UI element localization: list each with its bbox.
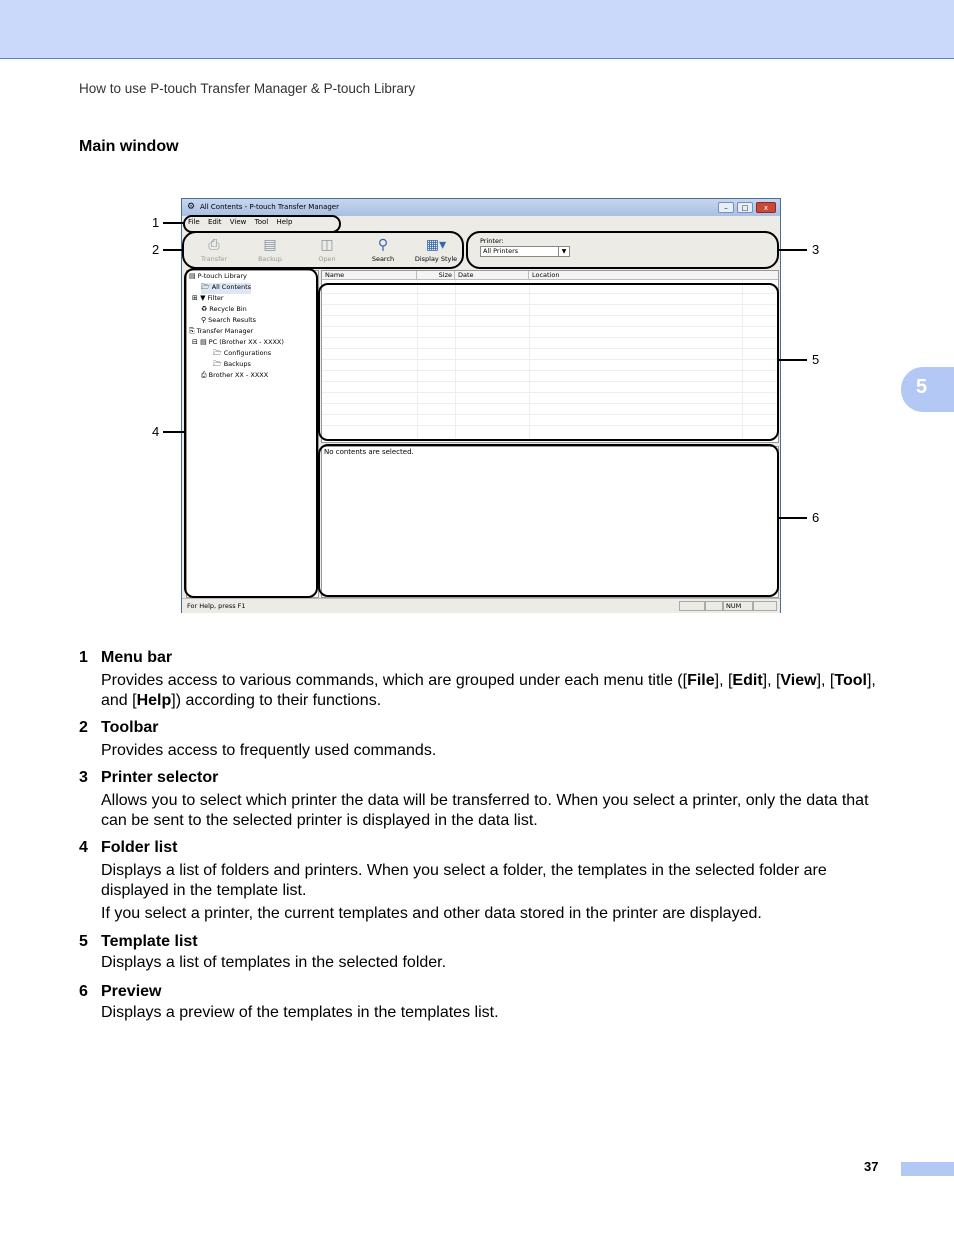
callout-template-list xyxy=(318,283,779,441)
tree-item-search-results[interactable]: ⚲ Search Results xyxy=(201,316,257,324)
callout-number-6: 6 xyxy=(812,510,820,525)
maximize-button[interactable]: □ xyxy=(737,202,753,213)
printer-icon: ⎙ xyxy=(201,371,207,379)
transfer-icon: ⎙ xyxy=(208,237,220,253)
page-bar xyxy=(901,1162,954,1176)
folder-icon: 🗁 xyxy=(213,360,222,368)
menu-file[interactable]: File xyxy=(188,218,200,226)
column-date[interactable]: Date xyxy=(455,271,529,280)
tree-item-ptouch-library[interactable]: ▤ P-touch Library xyxy=(189,272,247,280)
computer-icon: ⊟ ▤ xyxy=(192,338,207,346)
callout-line xyxy=(778,249,807,251)
filter-icon: ⊞ ▼ xyxy=(192,294,206,302)
status-text: For Help, press F1 xyxy=(187,602,246,610)
callout-number-3: 3 xyxy=(812,242,820,257)
printer-label: Printer: xyxy=(480,237,504,245)
window-title: All Contents - P-touch Transfer Manager xyxy=(200,203,339,211)
desc-preview: 6 Preview Displays a preview of the templates in the templates list. xyxy=(79,983,499,1021)
callout-toolbar xyxy=(182,231,464,269)
callout-line xyxy=(778,359,807,361)
folder-icon: 🗁 xyxy=(201,283,210,291)
tree-item-backups[interactable]: 🗁 Backups xyxy=(213,360,251,368)
callout-line xyxy=(163,249,183,251)
folder-icon: ◫ xyxy=(320,237,334,253)
callout-line xyxy=(778,517,807,519)
transfer-manager-icon: ⎘ xyxy=(189,327,195,335)
status-box xyxy=(679,601,705,611)
desc-template-list: 5 Template list Displays a list of templates in the selected folder. xyxy=(79,933,447,971)
callout-number-2: 2 xyxy=(152,242,160,257)
search-button[interactable]: ⚲ Search xyxy=(361,235,405,263)
running-header: How to use P-touch Transfer Manager & P-touch Library xyxy=(79,81,416,96)
tree-item-all-contents[interactable]: 🗁 All Contents xyxy=(201,283,251,294)
status-bar xyxy=(182,598,780,613)
callout-printer-selector xyxy=(466,231,779,269)
preview-message: No contents are selected. xyxy=(324,448,414,456)
callout-number-5: 5 xyxy=(812,352,820,367)
callout-folder-list xyxy=(184,268,318,598)
desc-toolbar: 2 Toolbar Provides access to frequently used commands. xyxy=(79,719,437,759)
display-style-icon: ▦▾ xyxy=(425,237,447,253)
minimize-button[interactable]: – xyxy=(718,202,734,213)
column-location[interactable]: Location xyxy=(529,271,778,280)
callout-number-1: 1 xyxy=(152,215,160,230)
title-bar xyxy=(182,199,780,216)
search-icon: ⚲ xyxy=(201,316,207,324)
backup-icon: ▤ xyxy=(263,237,277,253)
status-num: NUM xyxy=(723,601,753,611)
app-icon: ⚙ xyxy=(187,202,196,212)
recycle-icon: ♻ xyxy=(201,305,208,313)
menu-tool[interactable]: Tool xyxy=(254,218,269,226)
printer-select-value: All Printers xyxy=(483,247,519,255)
menu-help[interactable]: Help xyxy=(276,218,293,226)
chevron-down-icon: ▼ xyxy=(558,247,569,256)
folder-icon: 🗁 xyxy=(213,349,222,357)
backup-button[interactable]: ▤ Backup xyxy=(248,235,292,263)
tree-item-configurations[interactable]: 🗁 Configurations xyxy=(213,349,272,357)
header-band xyxy=(0,0,954,59)
column-size[interactable]: Size xyxy=(417,271,455,280)
menu-view[interactable]: View xyxy=(229,218,247,226)
tree-item-recycle-bin[interactable]: ♻ Recycle Bin xyxy=(201,305,247,313)
transfer-button[interactable]: ⎙ Transfer xyxy=(192,235,236,263)
tree-item-filter[interactable]: ⊞ ▼ Filter xyxy=(192,294,224,302)
tree-item-printer[interactable]: ⎙ Brother XX - XXXX xyxy=(201,371,269,379)
open-button[interactable]: ◫ Open xyxy=(305,235,349,263)
page-number: 37 xyxy=(864,1159,879,1174)
status-box xyxy=(753,601,777,611)
callout-line xyxy=(163,222,184,224)
desc-menu-bar: 1 Menu bar Provides access to various commands, which are grouped under each menu title ([File], [Edit], [View], [Tool], and [Help]) according to their functions. xyxy=(79,649,876,709)
search-icon: ⚲ xyxy=(377,237,389,253)
desc-folder-list: 4 Folder list Displays a list of folders and printers. When you select a folder, the templates in the selected folder are displayed in the template list. If you select a printer, the current templates and other data stored in the printer are displayed. xyxy=(79,839,827,922)
menu-edit[interactable]: Edit xyxy=(207,218,222,226)
chapter-tab xyxy=(901,367,954,412)
callout-preview xyxy=(318,444,779,597)
chapter-number: 5 xyxy=(916,376,928,398)
column-name[interactable]: Name xyxy=(322,271,417,280)
display-style-button[interactable]: ▦▾ Display Style xyxy=(414,237,458,263)
callout-number-4: 4 xyxy=(152,424,160,439)
desc-printer-selector: 3 Printer selector Allows you to select which printer the data will be transferred to. When you select a printer, only the data that can be sent to the selected printer is displayed in the data list. xyxy=(79,769,869,829)
status-box xyxy=(705,601,723,611)
tree-item-transfer-manager[interactable]: ⎘ Transfer Manager xyxy=(189,327,254,335)
tree-item-pc[interactable]: ⊟ ▤ PC (Brother XX - XXXX) xyxy=(192,338,284,346)
callout-line xyxy=(163,431,185,433)
section-title: Main window xyxy=(79,138,179,155)
close-button[interactable]: x xyxy=(756,202,776,213)
library-icon: ▤ xyxy=(189,272,196,280)
